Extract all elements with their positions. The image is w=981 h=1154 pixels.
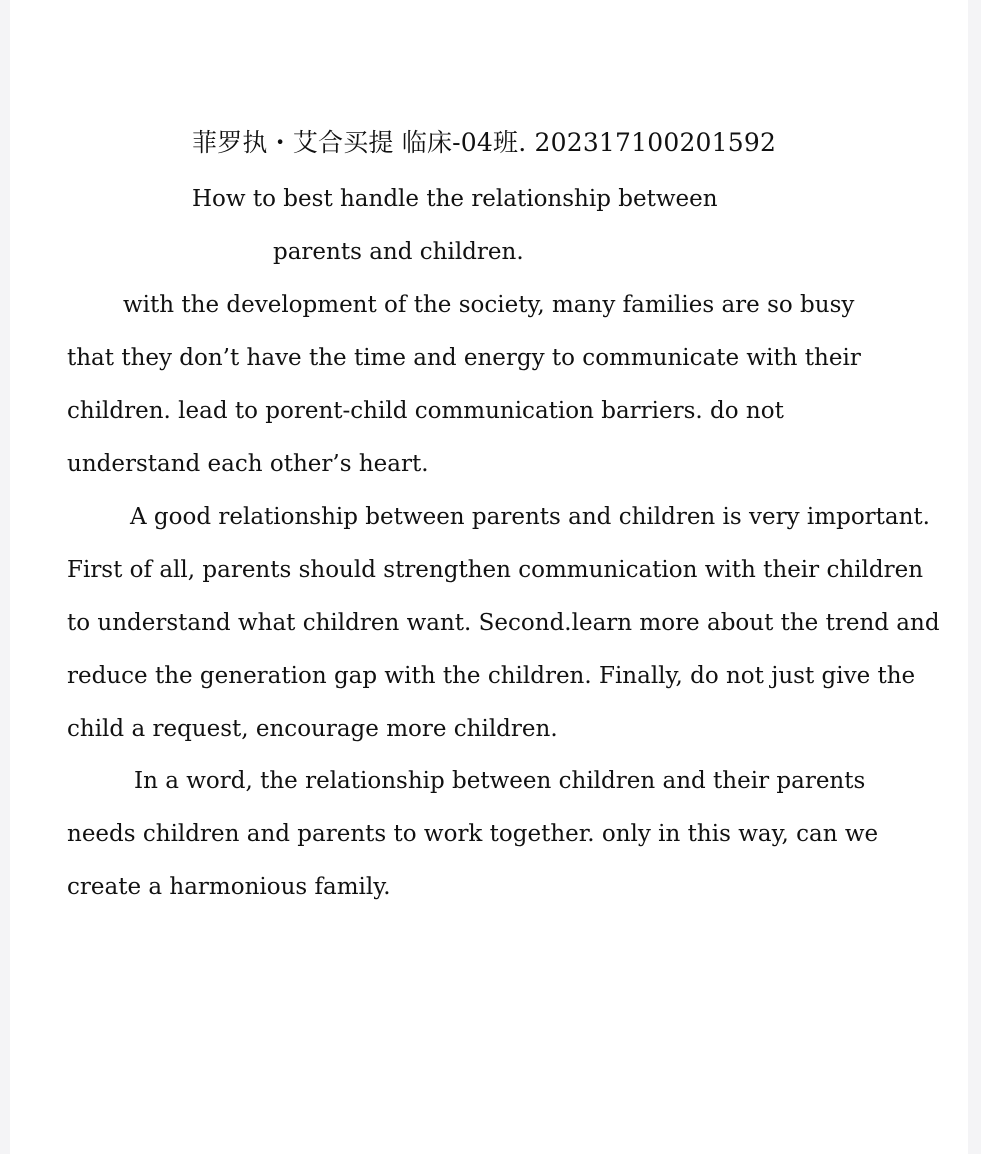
document-page — [10, 0, 968, 1154]
paragraph-1-line-4: understand each other’s heart. — [67, 451, 429, 477]
essay-title-line-1: How to best handle the relationship between — [192, 186, 718, 212]
paragraph-3-line-1: In a word, the relationship between children and their parents — [134, 768, 866, 794]
paragraph-2-line-5: child a request, encourage more children. — [67, 716, 558, 742]
author-header: 菲罗执・艾合买提 临床-04班. 202317100201592 — [192, 128, 777, 157]
paragraph-1-line-1: with the development of the society, many families are so busy — [123, 292, 855, 318]
paragraph-2-line-3: to understand what children want. Second.learn more about the trend and — [67, 610, 940, 636]
paragraph-2-line-2: First of all, parents should strengthen communication with their children — [67, 557, 924, 583]
paragraph-3-line-3: create a harmonious family. — [67, 874, 391, 900]
paragraph-3-line-2: needs children and parents to work together. only in this way, can we — [67, 821, 879, 847]
essay-title-line-2: parents and children. — [273, 239, 524, 265]
paragraph-2-line-4: reduce the generation gap with the children. Finally, do not just give the — [67, 663, 916, 689]
paragraph-1-line-2: that they don’t have the time and energy to communicate with their — [67, 345, 861, 371]
paragraph-1-line-3: children. lead to porent-child communication barriers. do not — [67, 398, 784, 424]
paragraph-2-line-1: A good relationship between parents and children is very important. — [130, 504, 930, 530]
